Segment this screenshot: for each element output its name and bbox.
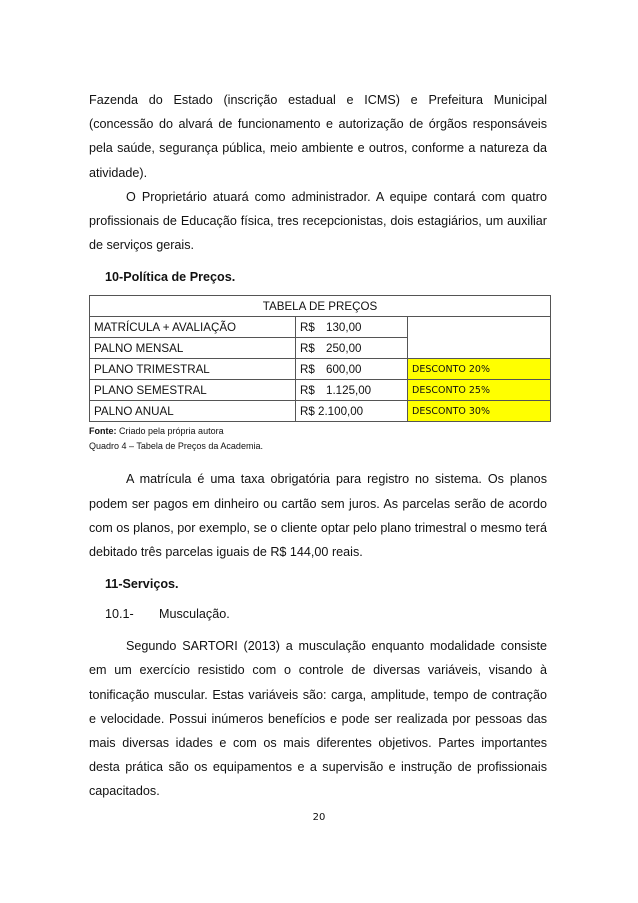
plan-price xyxy=(296,380,408,401)
discount-badge: DESCONTO 20% xyxy=(408,359,551,380)
source-label: Fonte: xyxy=(89,426,117,437)
price-value: 600,00 xyxy=(326,362,362,376)
plan-name: PLANO TRIMESTRAL xyxy=(90,359,296,380)
paragraph-payment: A matrícula é uma taxa obrigatória para registro no sistema. Os planos podem ser pagos em dinheiro ou cartão sem juros. As parcelas serão de acordo com os planos, por exemplo, se o cliente optar pelo plano trimestral o mesmo terá debitado três parcelas iguais de R$ 144,00 reais. xyxy=(89,472,547,560)
table-row xyxy=(90,317,551,338)
price-value: 1.125,00 xyxy=(326,383,372,397)
currency-symbol: R$ xyxy=(300,383,315,397)
table-row xyxy=(90,359,551,380)
paragraph-staff: O Proprietário atuará como administrador. A equipe contará com quatro profissionais de Educação física, tres recepcionistas, dois estagiários, um auxiliar de serviços gerais. xyxy=(89,189,547,253)
heading-services: 11-Serviços. xyxy=(105,577,179,592)
currency-symbol: R$ xyxy=(300,341,315,355)
subheading-title: Musculação. xyxy=(159,607,230,622)
table-source xyxy=(89,425,547,438)
discount-cell-empty xyxy=(408,317,551,359)
discount-badge: DESCONTO 30% xyxy=(408,401,551,422)
plan-price xyxy=(296,359,408,380)
plan-price xyxy=(296,401,408,422)
page-number: 20 xyxy=(312,812,326,823)
plan-name: PALNO ANUAL xyxy=(90,401,296,422)
price-table-title: TABELA DE PREÇOS xyxy=(90,296,551,317)
plan-price xyxy=(296,338,408,359)
heading-pricing: 10-Política de Preços. xyxy=(105,270,236,285)
plan-name: PLANO SEMESTRAL xyxy=(90,380,296,401)
subheading-weight-training xyxy=(89,602,547,626)
plan-name: MATRÍCULA + AVALIAÇÃO xyxy=(90,317,296,338)
subheading-number: 10.1- xyxy=(105,607,134,622)
price-value: 250,00 xyxy=(326,341,362,355)
discount-badge: DESCONTO 25% xyxy=(408,380,551,401)
plan-price xyxy=(296,317,408,338)
price-value: 2.100,00 xyxy=(318,404,364,418)
plan-name: PALNO MENSAL xyxy=(90,338,296,359)
currency-symbol: R$ xyxy=(300,404,315,418)
document-page xyxy=(89,88,547,804)
paragraph-registration: Fazenda do Estado (inscrição estadual e ICMS) e Prefeitura Municipal (concessão do alvará de funcionamento e autorização de órgãos responsáveis pela saúde, segurança pública, meio ambiente e outros, conforme a natureza da atividade). xyxy=(89,93,547,180)
table-row xyxy=(90,401,551,422)
price-table xyxy=(89,295,551,422)
paragraph-weight-training: Segundo SARTORI (2013) a musculação enquanto modalidade consiste em um exercício resistido com o controle de diversas variáveis, visando à tonificação muscular. Estas variáveis são: carga, amplitude, tempo de contração e velocidade. Possui inúmeros benefícios e pode ser realizada por pessoas das mais diversas idades e com os mais diferentes objetivos. Partes importantes desta prática são os equipamentos e a supervisão e instrução de profissionais capacitados. xyxy=(89,639,547,799)
table-row xyxy=(90,380,551,401)
currency-symbol: R$ xyxy=(300,320,315,334)
source-text: Criado pela própria autora xyxy=(119,426,224,437)
currency-symbol: R$ xyxy=(300,362,315,376)
price-value: 130,00 xyxy=(326,320,362,334)
table-caption: Quadro 4 – Tabela de Preços da Academia. xyxy=(89,441,263,452)
